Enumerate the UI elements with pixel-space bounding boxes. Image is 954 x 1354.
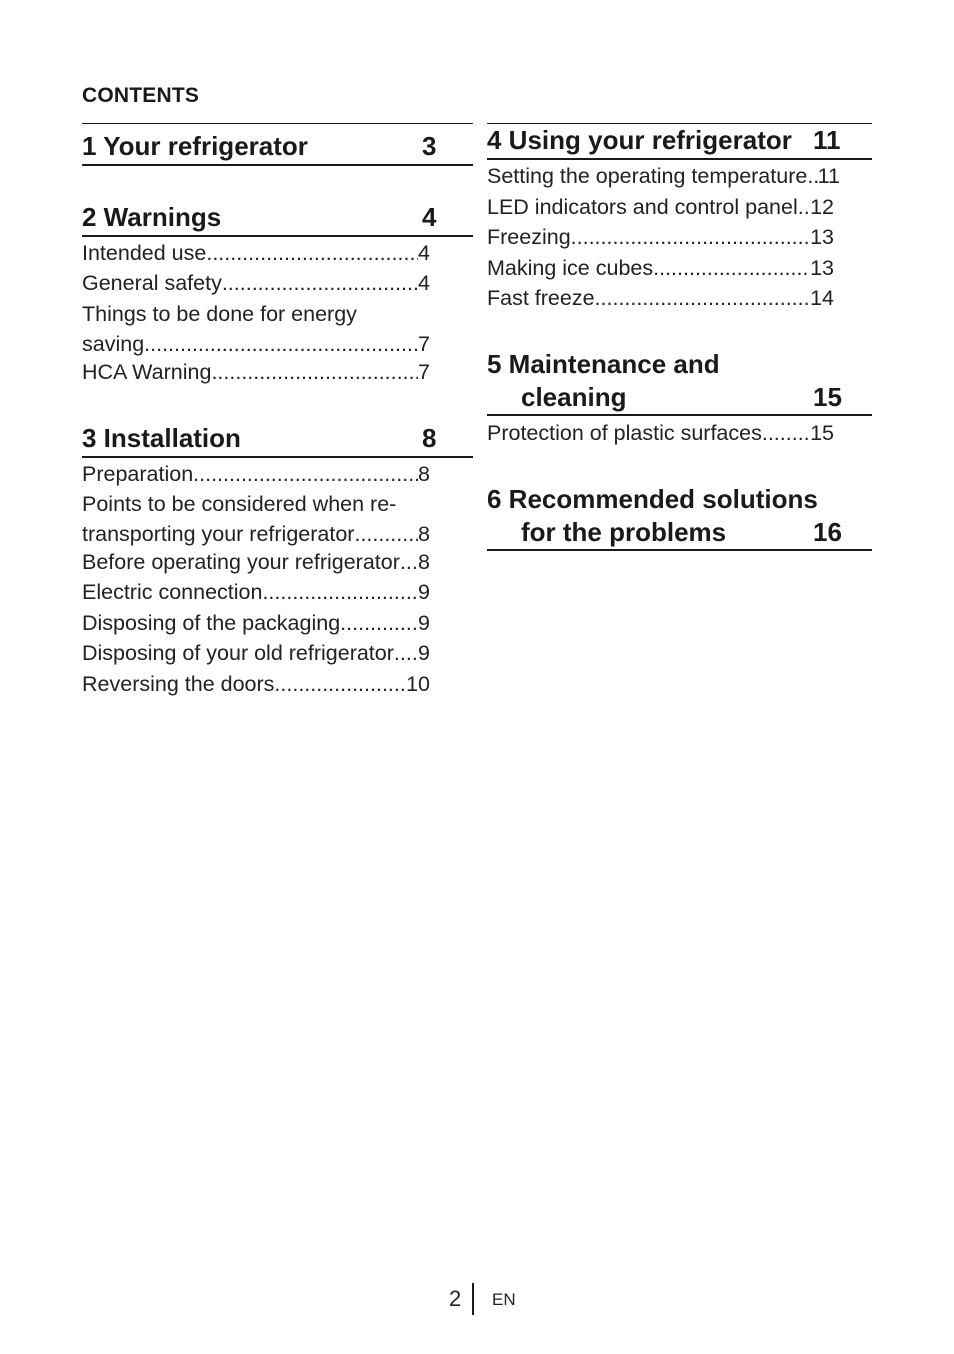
section-page: 8 — [422, 423, 437, 453]
toc-entry-operating-temperature[interactable] — [487, 161, 840, 191]
section-title: 3 Installation — [82, 423, 241, 453]
entry-label: Before operating your refrigerator — [82, 550, 400, 574]
section-page: 3 — [422, 131, 437, 161]
page-number: 2 — [449, 1286, 462, 1311]
entry-page: 8 — [418, 522, 430, 546]
entry-label: Disposing of your old refrigerator — [82, 641, 394, 665]
entry-page: 9 — [418, 611, 430, 635]
entry-label: HCA Warning — [82, 360, 212, 384]
entry-page: 9 — [418, 641, 430, 665]
entry-page: 14 — [810, 286, 834, 310]
entry-page: 7 — [418, 360, 430, 384]
toc-entry-hca-warning[interactable] — [82, 357, 430, 387]
entry-label: General safety — [82, 271, 222, 295]
entry-label: Intended use — [82, 241, 207, 265]
entry-label-line1: Things to be done for energy — [82, 302, 357, 326]
toc-entry-energy-saving[interactable] — [82, 299, 430, 359]
entry-label: transporting your refrigerator — [82, 522, 355, 546]
section-maintenance-cleaning[interactable] — [487, 349, 872, 416]
section-title: 4 Using your refrigerator — [487, 125, 792, 155]
entry-page: 13 — [810, 256, 834, 280]
entry-page: 11 — [817, 164, 840, 188]
entry-label: saving — [82, 332, 145, 356]
entry-page: 9 — [418, 580, 430, 604]
section-warnings[interactable] — [82, 202, 473, 237]
entry-page: 10 — [406, 672, 430, 696]
section-title: 1 Your refrigerator — [82, 131, 308, 161]
toc-entry-freezing[interactable] — [487, 222, 834, 252]
section-title: 6 Recommended solutions — [487, 484, 818, 514]
section-title: 5 Maintenance and — [487, 349, 720, 379]
section-using-refrigerator[interactable] — [487, 125, 872, 160]
toc-entry-fast-freeze[interactable] — [487, 283, 834, 313]
entry-label-line1: Points to be considered when re- — [82, 492, 397, 516]
toc-entry-transporting[interactable] — [82, 489, 430, 549]
section-page: 16 — [813, 517, 842, 547]
entry-label: Protection of plastic surfaces — [487, 421, 762, 445]
toc-entry-before-operating[interactable] — [82, 547, 430, 577]
entry-page: 4 — [418, 271, 430, 295]
entry-label: Fast freeze — [487, 286, 595, 310]
toc-entry-led-indicators[interactable] — [487, 192, 834, 222]
entry-page: 4 — [418, 241, 430, 265]
toc-entry-general-safety[interactable] — [82, 268, 430, 298]
entry-label: Making ice cubes — [487, 256, 654, 280]
section-recommended-solutions[interactable] — [487, 484, 872, 551]
entry-label: LED indicators and control panel — [487, 195, 798, 219]
section-your-refrigerator[interactable] — [82, 131, 473, 166]
entry-label: Freezing — [487, 225, 571, 249]
toc-entry-disposing-old[interactable] — [82, 638, 430, 668]
section-title-line2: cleaning — [521, 382, 627, 412]
toc-entry-plastic-surfaces[interactable] — [487, 418, 834, 448]
section-page: 11 — [813, 125, 841, 155]
entry-label: Reversing the doors — [82, 672, 275, 696]
footer-divider — [472, 1283, 474, 1315]
entry-page: 13 — [810, 225, 834, 249]
entry-page: 8 — [418, 550, 430, 574]
entry-label: Electric connection — [82, 580, 263, 604]
top-rule-left — [82, 123, 473, 124]
entry-label: Setting the operating temperature — [487, 164, 808, 188]
entry-page: 12 — [810, 195, 834, 219]
language-code: EN — [492, 1290, 516, 1309]
entry-page: 8 — [418, 462, 430, 486]
section-title: 2 Warnings — [82, 202, 222, 232]
toc-entry-intended-use[interactable] — [82, 238, 430, 268]
toc-entry-preparation[interactable] — [82, 459, 430, 489]
entry-page: 7 — [418, 332, 430, 356]
section-installation[interactable] — [82, 423, 473, 458]
section-title-line2: for the problems — [521, 517, 727, 547]
entry-label: Disposing of the packaging — [82, 611, 341, 635]
toc-entry-ice-cubes[interactable] — [487, 253, 834, 283]
entry-page: 15 — [810, 421, 834, 445]
top-rule-right — [487, 123, 872, 124]
toc-entry-electric-connection[interactable] — [82, 577, 430, 607]
section-page: 4 — [422, 202, 437, 232]
entry-label: Preparation — [82, 462, 194, 486]
toc-entry-reversing-doors[interactable] — [82, 669, 430, 699]
section-page: 15 — [813, 382, 842, 412]
contents-heading: CONTENTS — [82, 84, 200, 107]
toc-entry-disposing-packaging[interactable] — [82, 608, 430, 638]
